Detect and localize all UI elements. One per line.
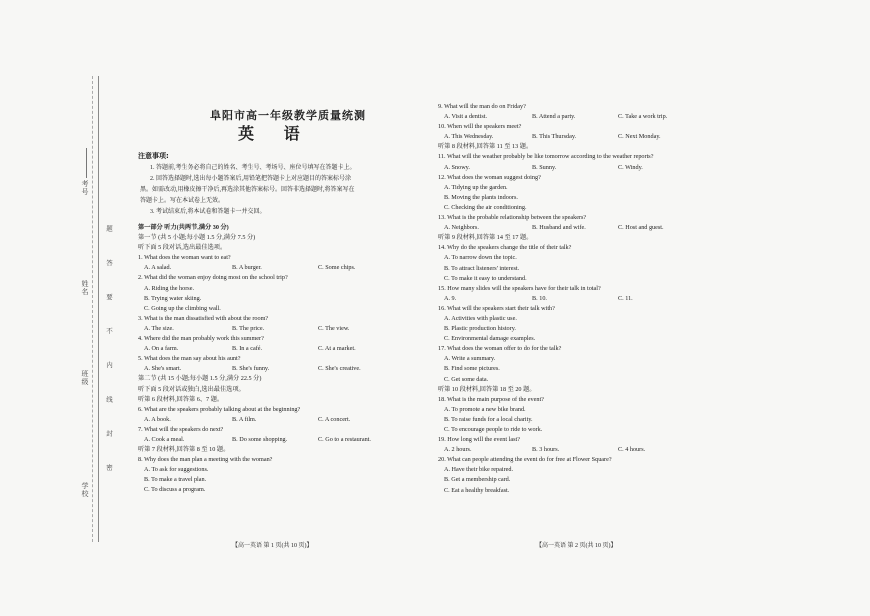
answer-options-row (438, 132, 698, 142)
question-text: 听第 8 段材料,回答第 11 至 13 题。 (438, 143, 533, 151)
answer-option: A. Neighbors. (444, 224, 479, 232)
answer-option: C. Some chips. (318, 264, 356, 272)
answer-option: C. Next Monday. (618, 133, 661, 141)
answer-option: B. Find some pictures. (444, 365, 500, 373)
answer-option: C. Windy. (618, 163, 643, 171)
answer-option: B. The price. (232, 324, 265, 332)
answer-option: C. 4 hours. (618, 446, 646, 454)
question-text: 听第 6 段材料,回答第 6、7 题。 (138, 395, 224, 403)
answer-options-row (138, 415, 413, 425)
question-text: 第一节 (共 5 小题;每小题 1.5 分,满分 7.5 分) (138, 234, 256, 242)
answer-option: B. Sunny. (532, 163, 557, 171)
answer-option: C. Environmental damage examples. (444, 335, 536, 343)
question-text: 14. Why do the speakers change the title of their talk? (438, 244, 572, 252)
question-text: 18. What is the main purpose of the event? (438, 395, 544, 403)
answer-option: A. Activities with plastic use. (444, 314, 517, 322)
question-text: 听第 9 段材料,回答第 14 至 17 题。 (438, 234, 533, 242)
question-text: 听下面 5 段对话或独白,选出最佳选项。 (138, 385, 245, 393)
answer-option: B. To raise funds for a local charity. (444, 415, 533, 423)
answer-option: A. This Wednesday. (444, 133, 494, 141)
answer-option: C. Host and guest. (618, 224, 664, 232)
answer-option: B. She's funny. (232, 365, 270, 373)
answer-option: C. 11. (618, 294, 633, 302)
answer-option: B. In a café. (232, 345, 263, 353)
answer-option: C. To encourage people to ride to work. (444, 426, 543, 433)
answer-options-row (438, 294, 698, 304)
answer-options-row (438, 112, 698, 122)
answer-option: A. A salad. (144, 264, 172, 272)
answer-option: C. She's creative. (318, 365, 361, 373)
subject-title: 英 语 (238, 124, 312, 143)
question-text: 19. How long will the event last? (438, 436, 520, 444)
question-text: 16. What will the speakers start their talk with? (438, 304, 555, 312)
question-text: 6. What are the speakers probably talking about at the beginning? (138, 405, 301, 413)
question-text: 10. When will the speakers meet? (438, 123, 522, 131)
answer-option: B. This Thursday. (532, 133, 577, 141)
answer-option: B. Get a membership card. (444, 476, 511, 484)
school-label: 学校 (81, 482, 89, 498)
answer-option: C. A concert. (318, 415, 351, 423)
answer-option: C. Checking the air conditioning. (444, 203, 527, 211)
answer-option: C. Eat a healthy breakfast. (444, 486, 510, 494)
answer-option: A. Cook a meal. (144, 435, 185, 443)
answer-option: C. To make it easy to understand. (444, 274, 527, 282)
seal-dashed-line (92, 76, 93, 542)
question-text: 17. What does the woman offer to do for the talk? (438, 345, 562, 353)
answer-option: B. Attend a party. (532, 113, 576, 121)
question-text: 11. What will the weather probably be like tomorrow according to the weather reports? (438, 153, 654, 161)
notice-line: 2. 回答选择题时,选出每小题答案后,用铅笔把答题卡上对应题目的答案标号涂 (150, 176, 352, 182)
answer-option: A. To ask for suggestions. (144, 466, 209, 474)
answer-option: A. A book. (144, 415, 171, 423)
answer-option: B. A burger. (232, 264, 262, 272)
answer-option: C. Go to a restaurant. (318, 435, 371, 443)
answer-option: B. To make a travel plan. (144, 476, 207, 484)
footer-page-1: 【高一英语 第 1 页(共 10 页)】 (232, 543, 313, 549)
answer-option: C. To discuss a program. (144, 486, 206, 494)
answer-option: C. At a market. (318, 345, 356, 353)
answer-options-row (138, 344, 413, 354)
question-text: 20. What can people attending the event do for free at Flower Square? (438, 456, 612, 464)
exam-title: 阜阳市高一年级教学质量统测 (210, 109, 366, 122)
answer-options-row (138, 263, 413, 273)
answer-options-row (138, 435, 413, 445)
question-text: 9. What will the man do on Friday? (438, 103, 526, 110)
answer-option: A. Riding the horse. (144, 284, 195, 292)
answer-option: B. A film. (232, 415, 257, 423)
question-text: 13. What is the probable relationship between the speakers? (438, 214, 587, 222)
answer-option: B. Do some shopping. (232, 435, 288, 443)
left-question-column (138, 223, 413, 496)
binding-line (98, 76, 99, 542)
answer-option: A. Tidying up the garden. (444, 183, 508, 191)
answer-option: B. To attract listeners' interest. (444, 264, 520, 272)
exam-number-label: 考号 (81, 180, 89, 196)
question-text: 第二节 (共 15 小题;每小题 1.5 分,满分 22.5 分) (138, 375, 262, 383)
answer-option: A. To narrow down the topic. (444, 254, 517, 262)
answer-option: B. Trying water skiing. (144, 294, 202, 302)
answer-option: C. Going up the climbing wall. (144, 304, 221, 312)
seal-warning-text: 题 答 要 不 内 线 封 密 (105, 225, 112, 484)
notice-line: 黑。如需改动,用橡皮擦干净后,再选涂其他答案标号。回答非选择题时,将答案写在 (140, 187, 355, 193)
answer-option: A. Write a summary. (444, 355, 496, 363)
question-text: 12. What does the woman suggest doing? (438, 173, 541, 181)
answer-option: A. Snowy. (444, 163, 470, 171)
answer-option: A. She's smart. (144, 365, 182, 373)
answer-option: C. Get some data. (444, 375, 489, 383)
notice-line: 3. 考试结束后,将本试卷和答题卡一并交回。 (150, 209, 266, 215)
question-text: 8. Why does the man plan a meeting with the woman? (138, 456, 273, 464)
answer-option: A. Visit a dentist. (444, 113, 487, 121)
footer-page-2: 【高一英语 第 2 页(共 10 页)】 (536, 543, 617, 549)
answer-option: A. 9. (444, 294, 457, 302)
answer-option: A. The size. (144, 324, 174, 332)
answer-option: C. The view. (318, 324, 350, 332)
answer-option: B. 10. (532, 294, 547, 302)
answer-option: C. Take a work trip. (618, 113, 668, 121)
question-text: 15. How many slides will the speakers have for their talk in total? (438, 284, 601, 292)
exam-number-blank (86, 148, 87, 178)
question-text: 第一部分 听力(共两节,满分 30 分) (138, 224, 229, 231)
question-text: 听下面 5 段对话,选出最佳选项。 (138, 244, 227, 252)
notice-heading: 注意事项: (138, 152, 169, 160)
question-text: 5. What does the man say about his aunt? (138, 355, 241, 363)
question-text: 1. What does the woman want to eat? (138, 254, 231, 262)
answer-option: B. Husband and wife. (532, 224, 586, 232)
answer-option: A. To promote a new bike brand. (444, 405, 526, 413)
question-text: 7. What will the speakers do next? (138, 425, 224, 433)
question-text: 听第 7 段材料,回答第 8 至 10 题。 (138, 446, 230, 454)
answer-option: B. Moving the plants indoors. (444, 193, 518, 201)
answer-option: A. On a farm. (144, 345, 179, 353)
answer-options-row (438, 445, 698, 455)
name-label: 姓名 (81, 280, 89, 296)
question-text: 3. What is the man dissatisfied with about the room? (138, 314, 269, 322)
question-text: 4. Where did the man probably work this summer? (138, 335, 264, 343)
notice-line: 1. 答题前,考生务必将自己的姓名、考生号、考场号、座位号填写在答题卡上。 (150, 165, 356, 171)
notice-line: 答题卡上。写在本试卷上无效。 (140, 198, 225, 204)
answer-options-row (138, 364, 413, 374)
answer-option: A. Have their bike repaired. (444, 466, 514, 474)
notice-list (140, 163, 412, 218)
class-label: 班级 (81, 370, 89, 386)
answer-options-row (438, 223, 698, 233)
answer-option: B. 3 hours. (532, 446, 560, 454)
answer-options-row (138, 324, 413, 334)
answer-options-row (438, 163, 698, 173)
right-question-column (438, 102, 698, 496)
answer-option: A. 2 hours. (444, 446, 472, 454)
question-text: 听第 10 段材料,回答第 18 至 20 题。 (438, 385, 536, 393)
question-text: 2. What did the woman enjoy doing most on the school trip? (138, 274, 288, 282)
answer-option: B. Plastic production history. (444, 325, 516, 333)
